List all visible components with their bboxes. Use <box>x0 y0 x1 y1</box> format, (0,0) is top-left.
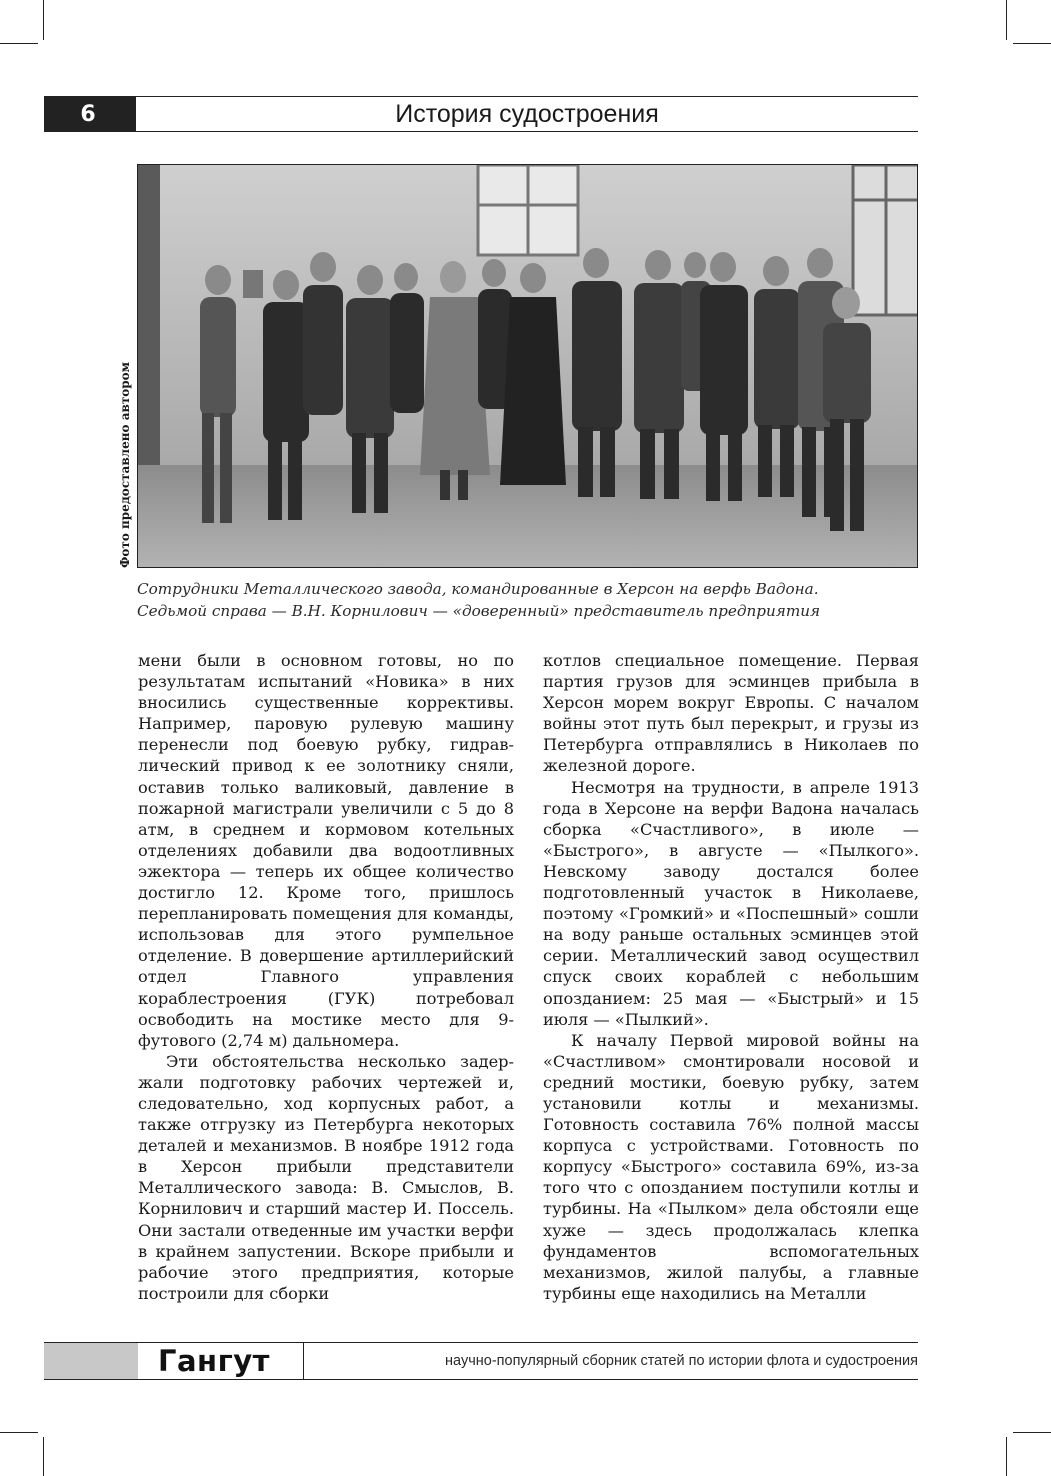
group-photo-illustration <box>138 165 918 568</box>
paragraph: мени были в основном готовы, но по результатам испытаний «Новика» в них вносились существенные коррективы. Например, паровую рулевую машину перенесли под боевую рубку, гидравлический привод к ее золотнику сняли, оставив только валиковый, давление в пожарной магистрали увеличили с 5 до 8 атм, в среднем и кормовом котельных отделениях добавили два водоотливных эжектора — теперь их общее количество достигло 12. Кроме того, пришлось перепланировать помещения для команды, использовав для этого румпельное отделение. В довершение артиллерийский отдел Главного управления кораблестроения (ГУК) потребовал освободить на мостике место для 9-футового (2,74 м) дальномера. <box>138 651 514 1050</box>
crop-mark <box>1006 1437 1007 1476</box>
photo-caption <box>137 578 918 622</box>
text-column-right <box>543 650 919 1304</box>
crop-mark <box>1013 43 1051 44</box>
crop-mark <box>43 0 44 40</box>
crop-mark <box>43 1437 44 1476</box>
journal-logo: Гангут <box>158 1344 270 1378</box>
paragraph: котлов специальное помещение. Первая партия грузов для эсминцев прибыла в Херсон морем вокруг Европы. С началом войны этот путь был перекрыт, и грузы из Петербурга отправлялись в Николаев по железной дороге. <box>543 651 919 776</box>
crop-mark <box>1013 1432 1051 1433</box>
section-title: История судостроения <box>395 99 659 128</box>
group-photo <box>137 164 918 568</box>
paragraph: Несмотря на трудности, в апреле 1913 года в Херсоне на верфи Вадона началась сборка «Счастливого», в июле — «Быстрого», в августе — «Пылкого». Невскому заводу достался более подготовленный участок в Николаеве, поэтому «Громкий» и «Поспешный» сошли на воду раньше остальных эсминцев этой серии. Металлический завод осуществил спуск своих кораблей с небольшим опозданием: 25 мая — «Быстрый» и 15 июля — «Пылкий». <box>543 777 919 1029</box>
caption-line-2: Седьмой справа — В.Н. Корнилович — «доверенный» представитель предприятия <box>137 602 821 620</box>
caption-line-1: Сотрудники Металлического завода, командированные в Херсон на верфь Вадона. <box>137 580 819 598</box>
paragraph: К началу Первой мировой войны на «Счастливом» смонтировали носовой и средний мостики, боевую рубку, затем установили котлы и механизмы. Готовность составила 76% полной массы корпуса с устройствами. Готовность по корпусу «Быстрого» составила 69%, из-за того что с опозданием поступили котлы и турбины. На «Пылком» дела обстояли еще хуже — здесь продолжалась клепка фундаментов вспомогательных механизмов, жилой палубы, а главные турбины еще находились на Металли <box>543 1030 919 1303</box>
footer-tagline: научно-популярный сборник статей по истории флота и судостроения <box>445 1353 918 1369</box>
crop-mark <box>1006 0 1007 40</box>
footer-gray-block <box>44 1343 138 1379</box>
footer-divider <box>303 1343 304 1379</box>
photo-credit: Фото предоставлено автором <box>118 361 132 568</box>
page-number: 6 <box>44 96 136 132</box>
crop-mark <box>0 1432 38 1433</box>
crop-mark <box>0 43 38 44</box>
text-column-left <box>138 650 514 1304</box>
paragraph: Эти обстоятельства несколько задержали подготовку рабочих чертежей и, следовательно, ход корпусных работ, а также отгрузку из Петербурга некоторых деталей и механизмов. В ноябре 1912 года в Херсон прибыли представители Металлического завода: В. Смыслов, В. Корнилович и старший мастер И. Поссель. Они застали отведенные им участки верфи в крайнем запустении. Вскоре прибыли и рабочие этого предприятия, которые построили для сборки <box>138 1051 514 1303</box>
